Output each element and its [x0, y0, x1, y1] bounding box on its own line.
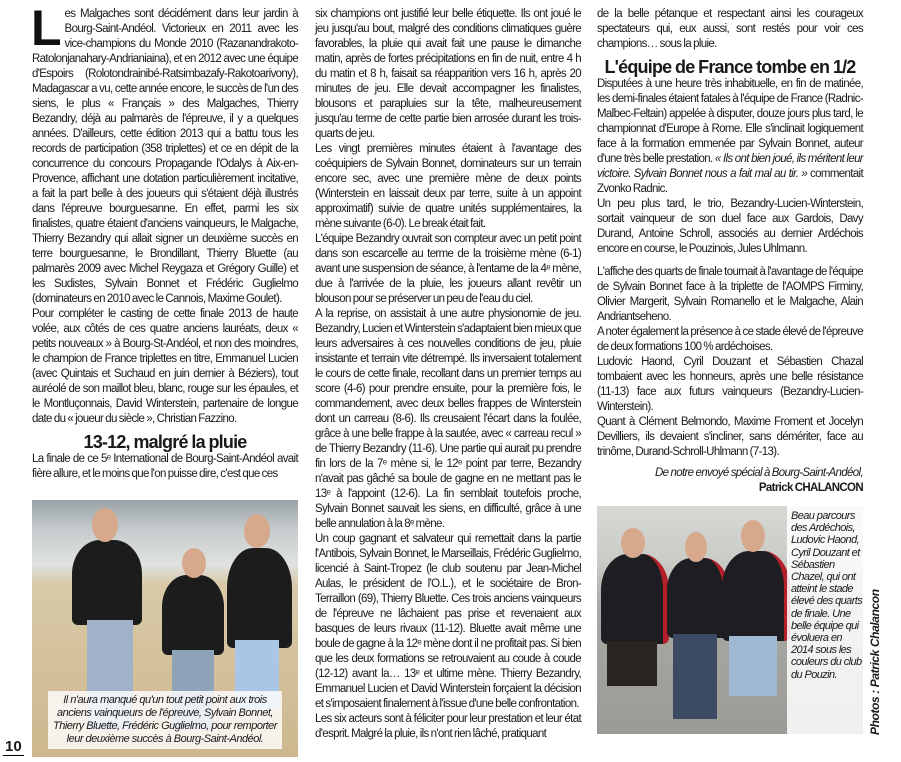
player-figure [722, 551, 790, 641]
photo-caption [787, 506, 863, 734]
player-head [621, 528, 645, 558]
photo-finalists [32, 500, 298, 757]
player-figure [72, 540, 142, 625]
article-paragraph: Pour compléter le casting de cette finale 2013 de haute volée, aux côtés de ces quatre anciens lauréats, deux « petits nouveaux » à Bourg-St-Andéol, et non des moindres, le champion de France triplettes en titre, Emmanuel Lucien (avec Quintais et Suchaud en juin dernier à Béziers), tout auréolé de son maillot bleu, blanc, rouge sur les épaules, et le Montluçonnais, David Winterstein, partenaire de longue date du « joueur du siècle », Christian Fazzino. [32, 308, 298, 425]
photo-caption-text: Beau parcours des Ardéchois, Ludovic Haond, Cyril Douzant et Sébastien Chazel, qui ont atteint le stade élevé des quarts de finale. Une belle équipe qui évoluera en 2014 sous les couleurs du club du Pouzin. [791, 510, 863, 681]
article-paragraph: es Malgaches sont décidément dans leur jardin à Bourg-Saint-Andéol. Victorieux en 2011 avec les vice-champions du Monde 2010 (Razanandrakoto-Ratolonjanahary-Andrianiaina), et en 2012 avec une équipe d'Espoirs (Rolotondrainibé-Ratsimbazafy-Rakotoarivony), Madagascar a vu, cette année encore, le succès de l'un des siens, le plus « Français » des Malgaches, Thierry Bezandry, déjà au palmarès de l'épreuve, il y a quelques années. D'ailleurs, cette édition 2013 qui a battu tous les records de participation (358 triplettes) et ce en dépit de la concurrence du concours Propagande l'Odalys à Aix-en-Provence, affichant une dotation particulièrement incitative, a fait la part belle à des joueurs qui s'étaient déjà illustrés dans l'épreuve bourguesanne. En effet, parmi les six finalistes, quatre étaient d'anciens vainqueurs, le Malgache, Thierry Bezandry qui allait signer un deuxième succès en terre bourguesanne, le Brondillant, Thierry Bluette (au palmarès 2009 avec Michel Reygaza et Grégory Guille) et les Sudistes, Sylvain Bonnet et Frédéric Guglielmo (dominateurs en 2010 avec le Cannois, Maxime Goulet). [32, 8, 298, 305]
article-paragraph: Un peu plus tard, le trio, Bezandry-Lucien-Winterstein, sortait vainqueur de son duel face aux Gardois, Davy Durand, Antoine Schroll, associés au dernier Ardéchois encore en course, le Pouzinois, Jules Uhlmann. [597, 198, 863, 255]
player-legs [729, 636, 777, 696]
article-paragraph: L'équipe Bezandry ouvrait son compteur avec un petit point dans son escarcelle au terme de la troisième mène (6-1) avant une suspension de séance, à l'entame de la 4ᵉ mène, due à l'arrivée de la pluie, les joueurs allant revêtir un blouson pour se préserver un peu de l'eau du ciel. [315, 233, 581, 305]
article-column-1 [31, 0, 298, 482]
player-legs [607, 641, 657, 686]
section-heading: 13-12, malgré la pluie [83, 432, 247, 452]
player-legs [673, 634, 717, 719]
section-heading: L'équipe de France tombe en 1/2 [604, 57, 856, 77]
article-paragraph: L'affiche des quarts de finale tournait à l'avantage de l'équipe de Sylvain Bonnet face à la triplette de l'AOMPS Firminy, Olivier Margerit, Sylvain Romanello et le Malgache, Alain Andriantseheno. [597, 266, 863, 323]
photo-caption-text: Il n'aura manqué qu'un tout petit point aux trois anciens vainqueurs de l'épreuve, Sylvain Bonnet, Thierry Bluette, Frédéric Guglielmo, pour remporter leur deuxième succès à Bourg-Saint-Andéol. [53, 694, 277, 745]
photo-caption [48, 691, 282, 749]
article-column-2 [315, 7, 581, 742]
article-paragraph: six champions ont justifié leur belle étiquette. Ils ont joué le jeu jusqu'au bout, malgré des conditions climatiques guère favorables, la pluie qui avait fait une pause le dimanche matin, après de fortes précipitations en fin de nuit, entre 4 h du matin et 8 h, faisait sa réapparition vers 16 h, après 20 minutes de jeu. Elle devait accompagner les finalistes, blousons et parapluies sur la tête, malheureusement jusqu'au terme de cette partie bien arrosée durant les trois-quarts de jeu. [315, 8, 581, 140]
article-paragraph: Quant à Clément Belmondo, Maxime Froment et Jocelyn Devilliers, ils devaient s'incliner, sans démériter, face au trinôme, Durand-Schroll-Uhlmann (7-13). [597, 416, 863, 458]
author-name: Patrick CHALANCON [758, 482, 863, 494]
player-figure [227, 548, 292, 648]
player-figure [667, 558, 729, 638]
player-head [182, 548, 206, 578]
drop-cap: L [31, 0, 62, 56]
page-number: 10 [5, 738, 22, 755]
article-paragraph [597, 77, 863, 197]
article-paragraph: A la reprise, on assistait à une autre physionomie de jeu. Bezandry, Lucien et Winterstein s'adaptaient bien mieux que leurs adversaires à ces nouvelles conditions de jeu, pluie insistante et terrain vite détrempé. Ils inversaient totalement le cours de cette finale, recollant dans un premier temps au score (4-6) pour prendre ensuite, pour la première fois, le commandement, avec deux belles frappes de Winterstein dont un carreau (8-6). Ils creusaient l'écart dans la foulée, grâce à une belle frappe à la sautée, avec « carreau recul » de Thierry Bezandry (11-6). Une partie qui aurait pu prendre fin lors de la 7ᵉ mène si, le 12ᵉ point par terre, Bezandry n'avait pas gâché sa boule de gagne en ne mettant pas le 13ᵉ à l'appoint (12-6). La fin semblait toutefois proche, Sylvain Bonnet sauvait les siens, en difficulté, grâce à une belle annulation à la 8ᵉ mène. [315, 308, 581, 530]
text: commentait Zvonko Radnic. [597, 168, 863, 195]
article-paragraph: Les vingt premières minutes étaient à l'avantage des coéquipiers de Sylvain Bonnet, dominateurs sur un terrain encore sec, avec une première mène de deux points (Winterstein en laissait deux par terre, suite à un appoint approximatif) suivie de quatre unités supplémentaires, la mène suivante (6-0). Le break était fait. [315, 143, 581, 230]
article-paragraph: Un coup gagnant et salvateur qui remettait dans la partie l'Antibois, Sylvain Bonnet, le Marseillais, Frédéric Guglielmo, licencié à Saint-Tropez (le club soutenu par Jean-Michel Aulas, le président de l'O.L.), et le sociétaire de Bron-Terraillon (69), Thierry Bluette. Ces trois anciens vainqueurs de l'épreuve ne lâchaient pas prise et revenaient aux basques de leurs rivaux (11-12). Bluette avait même une boule de gagne à la 12ᵉ mène dont il ne profitait pas. Si bien que les deux formations se retrouvaient au coude à coude (12-12) avant la… 13ᵉ et ultime mène. Thierry Bezandry, Emmanuel Lucien et David Winterstein forçaient la décision et s'imposaient finalement à l'issue d'une belle confrontation. [315, 533, 581, 710]
text: Disputées à une heure très inhabituelle, en fin de matinée, les demi-finales étaient fatales à l'équipe de France (Radnic-Malbec-Feltain) appelée à disputer, douze jours plus tard, le championnat d'Europe à Rome. Elle s'inclinait logiquement face à la formation emmenée par Sylvain Bonnet, auteur d'une très belle prestation. [597, 78, 863, 165]
signature [597, 466, 863, 496]
article-paragraph: de la belle pétanque et respectant ainsi les courageux spectateurs qui, eux aussi, sont restés pour voir ces champions… sous la pluie. [597, 8, 863, 50]
quote: « Ils ont bien joué, ils méritent leur victoire. Sylvain Bonnet nous a fait mal au tir. » [597, 153, 863, 180]
photo-credit: Photos : Patrick Chalancon [868, 589, 882, 735]
signature-line: De notre envoyé spécial à Bourg-Saint-Andéol, [655, 467, 863, 479]
player-head [244, 514, 270, 548]
player-head [741, 520, 765, 552]
article-paragraph: Les six acteurs sont à féliciter pour leur prestation et leur état d'esprit. Malgré la pluie, ils n'ont rien lâché, pratiquant [315, 713, 581, 740]
player-head [685, 532, 707, 562]
player-figure [601, 554, 669, 644]
article-column-3 [597, 7, 863, 496]
article-paragraph: La finale de ce 5ᵉ International de Bourg-Saint-Andéol avait fière allure, et le moins que l'on puisse dire, c'est que ces [32, 453, 298, 480]
article-paragraph: Ludovic Haond, Cyril Douzant et Sébastien Chazal tombaient avec les honneurs, après une belle résistance (11-13) face aux futurs vainqueurs (Bezandry-Lucien-Winterstein). [597, 356, 863, 413]
player-head [92, 508, 118, 542]
player-figure [162, 575, 224, 655]
photo-ardechois-team [597, 506, 863, 734]
article-paragraph: A noter également la présence à ce stade élevé de l'épreuve de deux formations 100 % ardéchoises. [597, 326, 863, 353]
